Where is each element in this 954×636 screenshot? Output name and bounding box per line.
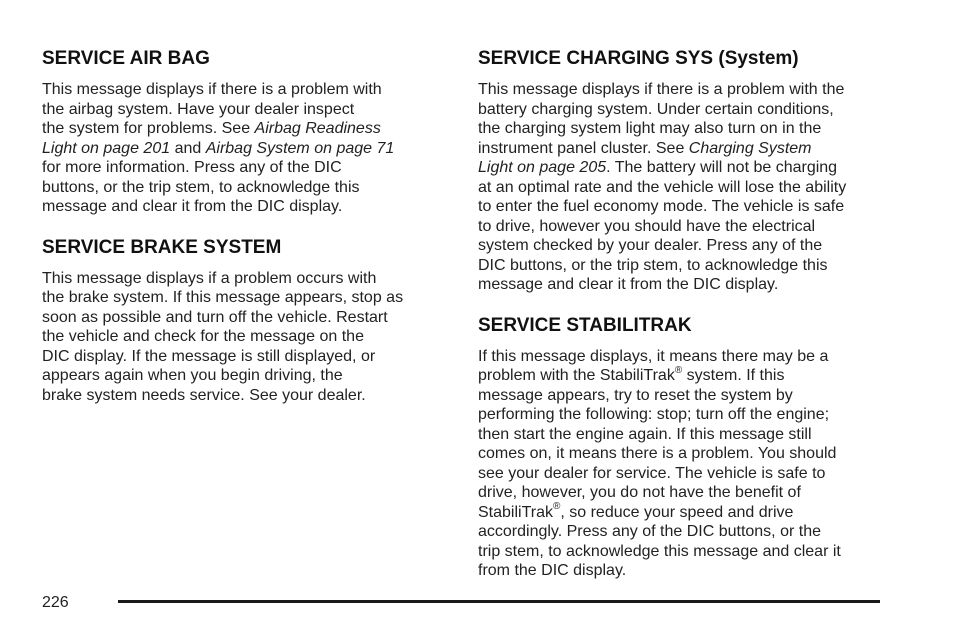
body-text: system. If this	[682, 367, 785, 384]
cross-reference: Airbag System on page 71	[205, 139, 395, 157]
body-line: drive, however, you do not have the benefit of	[478, 484, 801, 501]
section-body	[478, 347, 888, 581]
body-line: the charging system light may also turn on in the	[478, 120, 822, 137]
body-line	[478, 139, 888, 159]
body-line: This message displays if a problem occurs with	[42, 269, 377, 287]
body-text: StabiliTrak	[478, 503, 553, 521]
body-line: performing the following: stop; turn off the engine;	[478, 406, 830, 423]
body-line: for more information. Press any of the DIC	[42, 159, 342, 176]
body-line: comes on, it means there is a problem. You should	[478, 445, 837, 462]
section-body	[42, 80, 452, 217]
section-service-charging-sys	[478, 48, 888, 295]
body-line	[478, 366, 888, 386]
body-line: DIC buttons, or the trip stem, to acknowledge this	[478, 256, 828, 274]
body-line: the airbag system. Have your dealer inspect	[42, 100, 355, 118]
body-line: This message displays if there is a problem with	[42, 81, 382, 98]
body-line	[478, 503, 888, 523]
body-line: message and clear it from the DIC display.	[42, 198, 343, 215]
body-line: the brake system. If this message appears, stop as	[42, 289, 404, 306]
body-line	[42, 139, 452, 159]
body-line: battery charging system. Under certain conditions,	[478, 100, 834, 118]
footer-rule	[118, 600, 880, 603]
cross-reference: Light on page 201	[42, 139, 171, 157]
body-line: see your dealer for service. The vehicle is safe to	[478, 464, 826, 482]
cross-reference: Light on page 205	[478, 159, 607, 176]
registered-mark: ®	[674, 364, 683, 376]
body-line: brake system needs service. See your dealer.	[42, 386, 366, 404]
body-line: buttons, or the trip stem, to acknowledge this	[42, 178, 360, 196]
section-service-air-bag	[42, 48, 452, 217]
right-column	[478, 48, 888, 601]
body-text: . The battery will not be charging	[606, 159, 838, 176]
body-line: then start the engine again. If this message still	[478, 425, 812, 443]
section-service-stabilitrak	[478, 315, 888, 581]
page-number: 226	[42, 594, 69, 611]
section-heading: SERVICE STABILITRAK	[478, 314, 692, 336]
cross-reference: Airbag Readiness	[254, 120, 381, 137]
body-text: , so reduce your speed and drive	[560, 503, 794, 521]
body-line: appears again when you begin driving, the	[42, 367, 343, 384]
section-heading: SERVICE BRAKE SYSTEM	[42, 236, 282, 258]
body-line: to enter the fuel economy mode. The vehicle is safe	[478, 198, 845, 215]
section-heading: SERVICE CHARGING SYS (System)	[478, 48, 799, 69]
body-line: message and clear it from the DIC display.	[478, 276, 779, 293]
section-body	[42, 269, 452, 406]
cross-reference: Charging System	[688, 139, 812, 157]
body-line: from the DIC display.	[478, 562, 627, 579]
body-line: at an optimal rate and the vehicle will lose the ability	[478, 178, 847, 196]
body-line: trip stem, to acknowledge this message and clear it	[478, 542, 841, 560]
body-line: the vehicle and check for the message on the	[42, 328, 364, 345]
left-column	[42, 48, 452, 425]
body-line: This message displays if there is a problem with the	[478, 81, 845, 98]
body-line: DIC display. If the message is still displayed, or	[42, 347, 376, 365]
body-line: soon as possible and turn off the vehicle. Restart	[42, 308, 388, 326]
section-service-brake-system	[42, 237, 452, 406]
section-body	[478, 80, 888, 295]
body-line: system checked by your dealer. Press any of the	[478, 237, 823, 254]
body-text: and	[170, 139, 206, 157]
body-line: If this message displays, it means there may be a	[478, 347, 829, 365]
body-line: to drive, however you should have the electrical	[478, 217, 816, 235]
body-text: the system for problems. See	[42, 120, 255, 137]
body-line	[42, 119, 452, 139]
body-line	[478, 158, 888, 178]
body-line: message appears, try to reset the system by	[478, 386, 793, 404]
body-text: instrument panel cluster. See	[478, 139, 689, 157]
registered-mark: ®	[552, 501, 561, 513]
body-text: problem with the StabiliTrak	[478, 367, 675, 384]
section-heading: SERVICE AIR BAG	[42, 48, 210, 69]
body-line: accordingly. Press any of the DIC buttons, or the	[478, 523, 821, 540]
